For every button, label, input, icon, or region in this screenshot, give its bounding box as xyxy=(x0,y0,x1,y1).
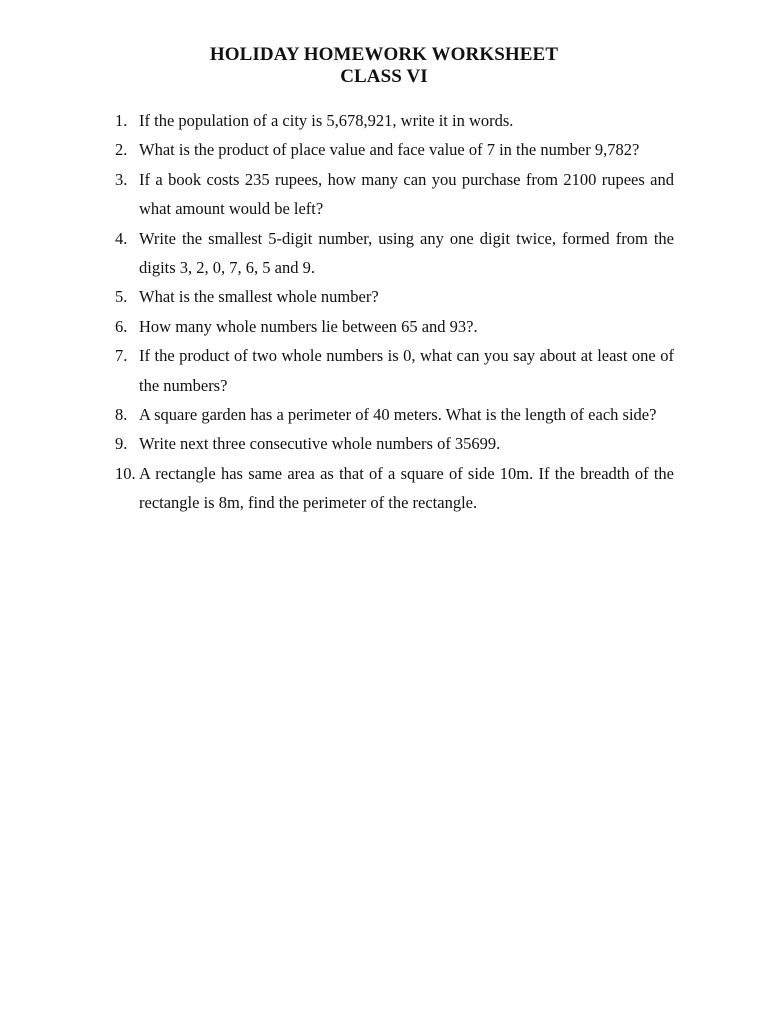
question-text: A rectangle has same area as that of a square of side 10m. If the breadth of the rectangle is 8m, find the perimeter of the rectangle. xyxy=(139,463,674,513)
question-text: If the population of a city is 5,678,921, write it in words. xyxy=(139,111,514,130)
question-number: 7. xyxy=(115,346,128,366)
question-item xyxy=(115,400,674,429)
question-item xyxy=(115,312,674,341)
question-number: 9. xyxy=(115,434,128,454)
question-item xyxy=(115,341,674,400)
question-item xyxy=(115,135,674,164)
question-number: 10. xyxy=(115,463,136,483)
question-number: 1. xyxy=(115,111,128,130)
question-number: 5. xyxy=(115,287,128,307)
question-item xyxy=(115,282,674,311)
question-number: 6. xyxy=(115,316,128,336)
class-subtitle: CLASS VI xyxy=(340,66,428,87)
question-item xyxy=(115,429,674,458)
question-text: How many whole numbers lie between 65 and 93?. xyxy=(139,316,478,336)
question-item xyxy=(115,459,674,518)
question-number: 2. xyxy=(115,140,128,160)
question-item xyxy=(115,165,674,224)
question-text: If the product of two whole numbers is 0, what can you say about at least one of the numbers? xyxy=(139,346,674,395)
question-text: Write the smallest 5-digit number, using any one digit twice, formed from the digits 3, 2, 0, 7, 6, 5 and 9. xyxy=(139,228,674,278)
question-item xyxy=(115,224,674,283)
title-block xyxy=(0,44,768,88)
question-text: What is the smallest whole number? xyxy=(139,287,379,307)
question-list xyxy=(115,106,674,518)
question-text: Write next three consecutive whole numbers of 35699. xyxy=(139,434,501,454)
question-item xyxy=(115,106,674,135)
question-number: 3. xyxy=(115,169,128,189)
question-text: If a book costs 235 rupees, how many can you purchase from 2100 rupees and what amount would be left? xyxy=(139,169,674,219)
question-number: 8. xyxy=(115,405,128,425)
question-number: 4. xyxy=(115,228,128,248)
question-text: What is the product of place value and face value of 7 in the number 9,782? xyxy=(139,140,640,160)
worksheet-title: HOLIDAY HOMEWORK WORKSHEET xyxy=(209,44,559,65)
question-text: A square garden has a perimeter of 40 meters. What is the length of each side? xyxy=(139,405,657,425)
